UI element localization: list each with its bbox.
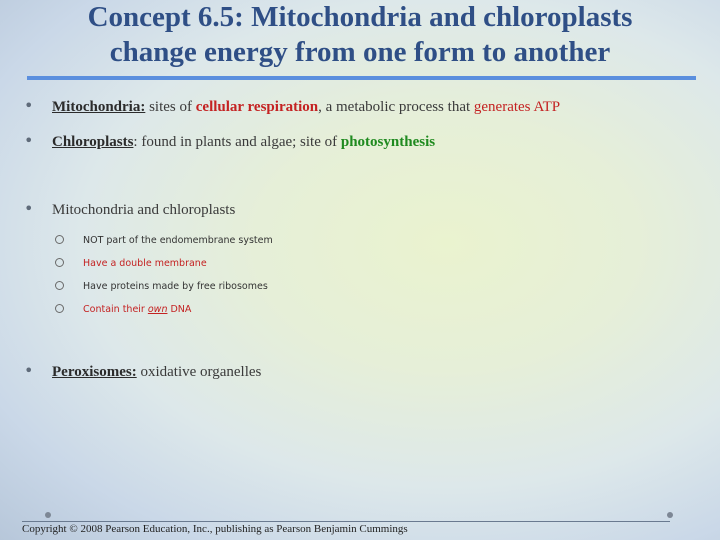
bullet-chloroplasts — [52, 134, 435, 151]
circle-bullet-icon — [55, 258, 64, 267]
bullet-both-marker — [24, 199, 52, 219]
bullet-mitochondria — [52, 99, 560, 116]
title-divider — [27, 76, 696, 80]
bullet-icon: • — [24, 96, 34, 115]
highlight-generates-atp: generates ATP — [473, 99, 561, 115]
perox-text-1: oxidative organelles — [136, 364, 262, 380]
slide-title-line1: Concept 6.5: Mitochondria and chloroplasts — [87, 1, 633, 33]
bullet-icon: • — [24, 199, 34, 218]
circle-bullet-icon — [55, 235, 64, 244]
sub-bullet-own-dna — [55, 304, 191, 315]
bullet-peroxisomes-marker — [24, 361, 52, 381]
circle-bullet-icon — [55, 304, 64, 313]
slide-title-line2: change energy from one form to another — [109, 36, 611, 68]
circle-bullet-icon — [55, 281, 64, 290]
sub-bullet-not-endomembrane — [55, 235, 273, 246]
mito-text-2: , a metabolic process that — [318, 99, 474, 115]
sub-bullet-text: Have a double membrane — [83, 258, 207, 269]
own-dna-post: DNA — [167, 304, 192, 315]
bullet-icon: • — [24, 361, 34, 380]
sub-bullet-text: NOT part of the endomembrane system — [83, 235, 273, 246]
sub-bullet-text: Have proteins made by free ribosomes — [83, 281, 268, 292]
mito-text-1: sites of — [145, 99, 196, 115]
highlight-photosynthesis: photosynthesis — [340, 134, 436, 150]
term-chloroplasts: Chloroplasts — [52, 134, 134, 150]
bullet-peroxisomes — [52, 364, 261, 381]
bullet-mitochondria-marker — [24, 96, 52, 116]
sub-bullet-free-ribosomes — [55, 281, 268, 292]
highlight-cellular-respiration: cellular respiration — [195, 99, 319, 115]
term-peroxisomes: Peroxisomes: — [52, 364, 137, 380]
footer-dot-right — [667, 512, 673, 518]
own-dna-pre: Contain their — [83, 304, 148, 315]
bullet-chloroplasts-marker — [24, 131, 52, 151]
sub-bullet-double-membrane — [55, 258, 207, 269]
own-emphasis: own — [147, 304, 168, 315]
term-mitochondria: Mitochondria: — [52, 99, 146, 115]
bullet-icon: • — [24, 131, 34, 150]
bullet-mito-and-chloro: Mitochondria and chloroplasts — [52, 202, 236, 218]
slide-title — [10, 0, 710, 70]
footer-dot-left — [45, 512, 51, 518]
footer-divider — [22, 521, 670, 522]
sub-bullet-text — [83, 304, 191, 315]
chloro-text-1: : found in plants and algae; site of — [133, 134, 341, 150]
copyright-text: Copyright © 2008 Pearson Education, Inc., publishing as Pearson Benjamin Cummings — [22, 523, 408, 535]
